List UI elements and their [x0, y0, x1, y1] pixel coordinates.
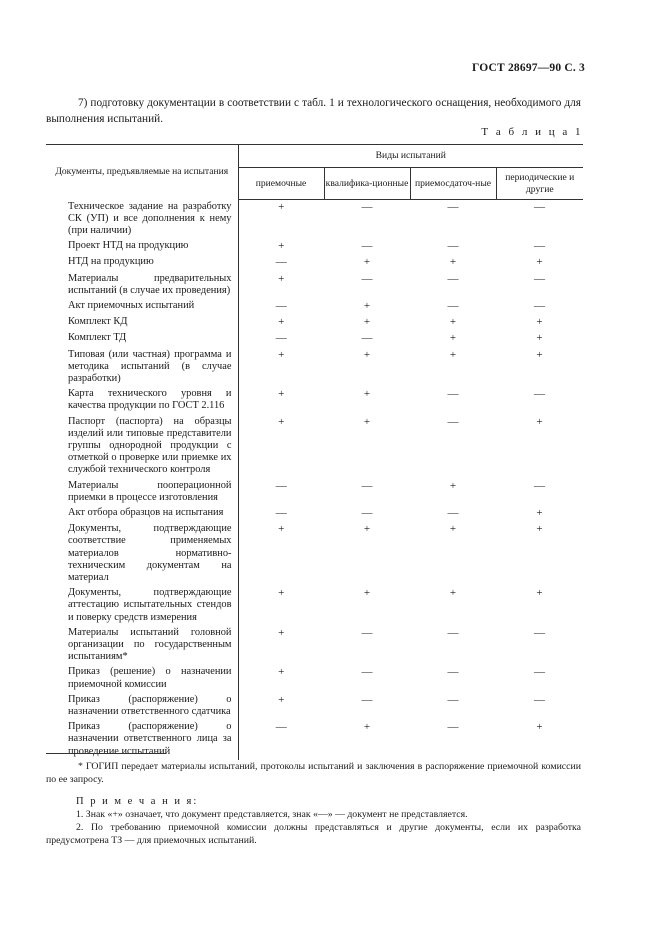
mark-cell: — — [534, 693, 545, 706]
kinds-header: Виды испытаний — [238, 145, 583, 168]
mark-cell: + — [363, 299, 371, 312]
mark-cell: + — [363, 587, 371, 600]
table-row — [46, 415, 583, 479]
table-row — [46, 522, 583, 586]
footnote-divider — [46, 753, 166, 754]
mark-cell: — — [534, 299, 545, 312]
doc-name-cell: Комплект КД — [46, 315, 238, 331]
doc-name-cell: Материалы пооперационной приемки в процессе изготовления — [46, 479, 238, 506]
mark-cell: — — [275, 332, 287, 345]
mark-cell: — — [447, 693, 459, 706]
table-row — [46, 299, 583, 315]
page-header: ГОСТ 28697—90 С. 3 — [472, 62, 585, 74]
table-row — [46, 315, 583, 331]
doc-name-cell: Акт приемочных испытаний — [46, 299, 238, 315]
table-row — [46, 586, 583, 626]
mark-cell: — — [534, 388, 545, 401]
notes-title: П р и м е ч а н и я: — [76, 796, 199, 807]
mark-cell: + — [278, 316, 285, 329]
mark-cell: — — [447, 666, 459, 679]
footnote: * ГОГИП передает материалы испытаний, протоколы испытаний и заключения в распоряжение приемочной комиссии по ее запросу. — [46, 761, 581, 785]
table-row — [46, 200, 583, 240]
doc-name-cell: Акт отбора образцов на испытания — [46, 506, 238, 522]
mark-cell: + — [278, 415, 285, 428]
mark-cell: + — [363, 523, 371, 536]
doc-name-cell: Паспорт (паспорта) на образцы изделий или типовые представители группы однородной продукции с отметкой о проверке или приемке их службой технического контроля — [46, 415, 238, 479]
table-row — [46, 239, 583, 255]
doc-name-cell: Документы, подтверждающие соответствие применяемых материалов нормативно-техническим документам на материал — [46, 522, 238, 586]
column-header-periodic: периодические и другие — [496, 168, 583, 200]
mark-cell: — — [447, 388, 459, 401]
doc-column-header: Документы, предъявляемые на испытания — [46, 145, 238, 200]
mark-cell: + — [536, 523, 543, 536]
mark-cell: — — [361, 332, 373, 345]
mark-cell: + — [536, 721, 543, 734]
doc-name-cell: Приказ (распоряжение) о назначении ответственного сдатчика — [46, 693, 238, 720]
mark-cell: + — [363, 256, 371, 269]
table-body — [46, 200, 583, 760]
note-1: 1. Знак «+» означает, что документ представляется, знак «—» — документ не представляется. — [76, 809, 468, 820]
mark-cell: — — [534, 479, 545, 492]
mark-cell: — — [534, 666, 545, 679]
column-header-qualification: квалифика-ционные — [324, 168, 410, 200]
doc-name-cell: Типовая (или частная) программа и методика испытаний (в случае разработки) — [46, 348, 238, 388]
mark-cell: + — [363, 415, 371, 428]
doc-name-cell: Материалы предварительных испытаний (в случае их проведения) — [46, 272, 238, 299]
doc-name-cell: Приказ (распоряжение) о назначении ответственного лица за проведение испытаний — [46, 720, 238, 760]
table-row — [46, 348, 583, 388]
doc-name-cell: Приказ (решение) о назначении приемочной комиссии — [46, 665, 238, 692]
doc-name-cell: Проект НТД на продукцию — [46, 239, 238, 255]
mark-cell: + — [449, 479, 457, 492]
mark-cell: — — [447, 272, 459, 285]
mark-cell: — — [361, 506, 373, 519]
doc-name-cell: Карта технического уровня и качества продукции по ГОСТ 2.116 — [46, 387, 238, 414]
mark-cell: + — [278, 240, 285, 253]
column-header-acceptance: приемочные — [238, 168, 324, 200]
column-header-delivery: приемосдаточ-ные — [410, 168, 496, 200]
mark-cell: — — [275, 506, 287, 519]
mark-cell: + — [449, 587, 457, 600]
mark-cell: — — [447, 201, 459, 213]
mark-cell: + — [536, 506, 543, 519]
mark-cell: + — [536, 348, 543, 361]
mark-cell: — — [534, 240, 545, 253]
mark-cell: + — [278, 388, 285, 401]
mark-cell: — — [361, 272, 373, 285]
mark-cell: + — [278, 693, 285, 706]
table-row — [46, 331, 583, 347]
mark-cell: — — [447, 721, 459, 734]
mark-cell: + — [449, 316, 457, 329]
mark-cell: — — [447, 240, 459, 253]
mark-cell: — — [275, 721, 287, 734]
mark-cell: — — [361, 479, 373, 492]
mark-cell: + — [536, 332, 543, 345]
mark-cell: — — [361, 240, 373, 253]
mark-cell: + — [278, 272, 285, 285]
table-row — [46, 665, 583, 692]
mark-cell: + — [278, 523, 285, 536]
mark-cell: + — [536, 415, 543, 428]
table-row — [46, 387, 583, 414]
table-row — [46, 626, 583, 666]
mark-cell: + — [449, 256, 457, 269]
doc-name-cell: Материалы испытаний головной организации по государственным испытаниям* — [46, 626, 238, 666]
mark-cell: + — [278, 348, 285, 361]
mark-cell: + — [363, 348, 371, 361]
mark-cell: — — [275, 256, 287, 269]
mark-cell: — — [275, 299, 287, 312]
mark-cell: + — [536, 316, 543, 329]
table-row — [46, 255, 583, 271]
table-row — [46, 506, 583, 522]
mark-cell: + — [536, 587, 543, 600]
table-row — [46, 479, 583, 506]
mark-cell: + — [363, 316, 371, 329]
mark-cell: — — [534, 272, 545, 285]
mark-cell: — — [447, 506, 459, 519]
note-2: 2. По требованию приемочной комиссии должны представляться и другие документы, если их разработка предусмотрена ТЗ — для приемочных испытаний. — [46, 822, 581, 846]
mark-cell: — — [534, 626, 545, 639]
mark-cell: + — [278, 626, 285, 639]
mark-cell: + — [278, 587, 285, 600]
mark-cell: — — [361, 626, 373, 639]
mark-cell: — — [534, 201, 545, 213]
documents-table — [46, 144, 583, 760]
mark-cell: + — [278, 201, 285, 213]
doc-name-cell: Техническое задание на разработку СК (УП) и все дополнения к нему (при наличии) — [46, 200, 238, 240]
table-caption: Т а б л и ц а 1 — [481, 126, 583, 138]
mark-cell: + — [449, 523, 457, 536]
table-row — [46, 693, 583, 720]
mark-cell: — — [275, 479, 287, 492]
mark-cell: — — [447, 415, 459, 428]
mark-cell: — — [447, 626, 459, 639]
doc-name-cell: Комплект ТД — [46, 331, 238, 347]
mark-cell: + — [536, 256, 543, 269]
mark-cell: + — [449, 348, 457, 361]
mark-cell: + — [278, 666, 285, 679]
mark-cell: — — [361, 693, 373, 706]
mark-cell: — — [361, 201, 373, 213]
doc-name-cell: НТД на продукцию — [46, 255, 238, 271]
mark-cell: + — [449, 332, 457, 345]
mark-cell: + — [363, 721, 371, 734]
mark-cell: — — [447, 299, 459, 312]
mark-cell: + — [363, 388, 371, 401]
intro-paragraph: 7) подготовку документации в соответствии с табл. 1 и технологического оснащения, необходимого для выполнения испытаний. — [46, 97, 581, 125]
doc-name-cell: Документы, подтверждающие аттестацию испытательных стендов и поверку средств измерения — [46, 586, 238, 626]
mark-cell: — — [361, 666, 373, 679]
table-row — [46, 272, 583, 299]
